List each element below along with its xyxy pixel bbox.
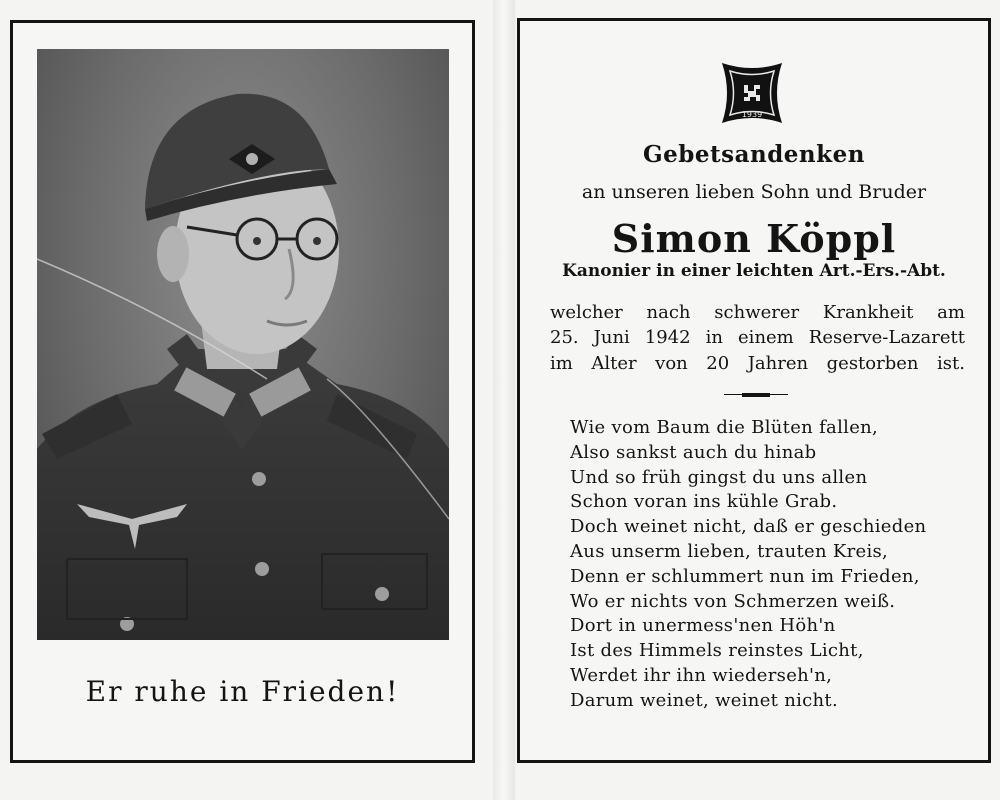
card-fold [493,0,515,800]
iron-cross-icon [718,59,786,127]
portrait-photo [37,49,449,640]
poem-line: Schon voran ins kühle Grab. [570,491,838,513]
poem-line: Darum weinet, weinet nicht. [570,689,838,711]
death-notice-line: 25. Juni 1942 in einem Reserve-Lazarett [550,327,965,348]
poem-line: Doch weinet nicht, daß er geschieden [570,516,927,538]
memorial-poem [570,416,926,714]
poem-line: Wie vom Baum die Blüten fallen, [570,417,879,438]
left-panel [10,20,475,763]
card-heading: Gebetsandenken [643,141,865,168]
poem-line: Wo er nichts von Schmerzen weiß. [570,590,896,612]
farewell-text: Er ruhe in Frieden! [85,675,400,708]
poem-line: Aus unserm lieben, trauten Kreis, [570,540,889,562]
poem-line: Werdet ihr ihn wiederseh'n, [570,664,833,686]
death-notice-line: im Alter von 20 Jahren gestorben ist. [550,353,965,374]
death-notice-line: welcher nach schwerer Krankheit am [550,302,965,323]
soldier-portrait-image [37,49,449,640]
poem-line: Also sankst auch du hinab [570,441,817,463]
right-panel [517,18,991,763]
dedication-line: an unseren lieben Sohn und Bruder [581,181,927,203]
poem-line: Ist des Himmels reinstes Licht, [570,640,864,662]
deceased-name: Simon Köppl [611,216,897,261]
ornamental-divider [724,393,788,397]
poem-line: Dort in unermess'nen Höh'n [570,615,836,637]
poem-line: Denn er schlummert nun im Frieden, [570,565,920,587]
poem-line: Und so früh gingst du uns allen [570,466,868,488]
cross-year: 1939 [741,110,763,119]
military-rank: Kanonier in einer leichten Art.-Ers.-Abt. [562,261,946,281]
